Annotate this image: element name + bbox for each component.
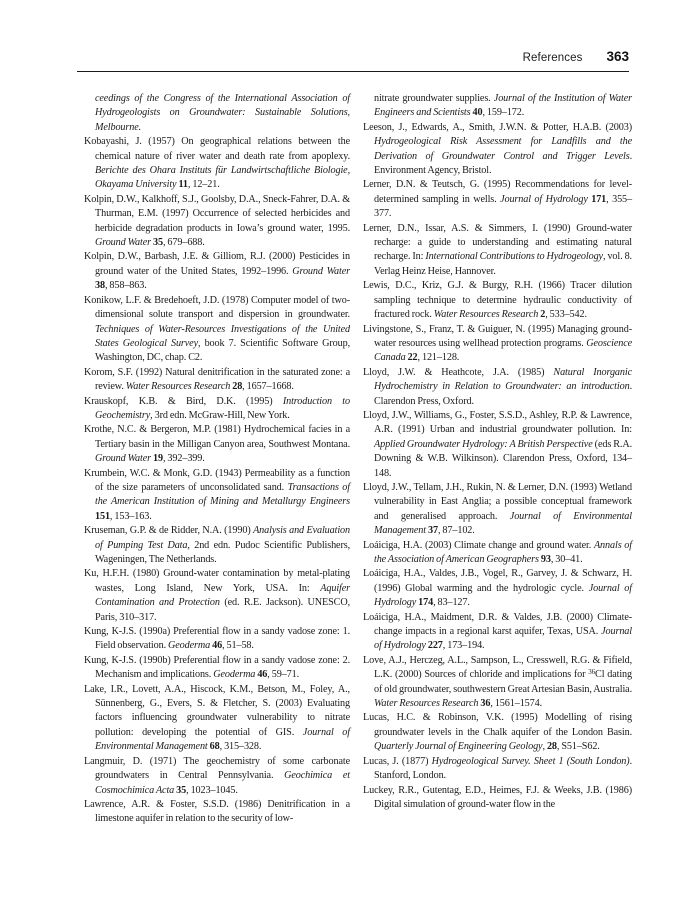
reference-entry: Lucas, J. (1877) Hydrogeological Survey. Sheet 1 (South London). Stanford, London. xyxy=(363,755,632,782)
reference-entry: Kung, K-J.S. (1990b) Preferential flow in a sandy vadose zone: 2. Mechanism and implications. Geoderma 46, 59–71. xyxy=(84,654,350,681)
reference-entry: Luckey, R.R., Gutentag, E.D., Heimes, F.J. & Weeks, J.B. (1986) Digital simulation of ground-water flow in the xyxy=(363,784,632,810)
references-column-left xyxy=(84,92,350,827)
reference-entry: nitrate groundwater supplies. Journal of the Institution of Water Engineers and Scientists 40, 159–172. xyxy=(374,93,632,119)
reference-entry: Lerner, D.N., Issar, A.S. & Simmers, I. (1990) Ground-water recharge: a guide to understanding and estimating natural recharge. In: International Contributions to Hydrogeology, vol. 8. Verlag Heinz Heise, Hannover. xyxy=(363,222,632,277)
reference-entry: ceedings of the Congress of the International Association of Hydrogeologists on Groundwater: Sustainable Solutions, Melbourne. xyxy=(95,93,350,133)
header-rule xyxy=(77,71,629,72)
reference-entry: Konikow, L.F. & Bredehoeft, J.D. (1978) Computer model of two-dimensional solute transport and dispersion in groundwater. Techniques of Water-Resources Investigations of the United States Geological Survey, book 7. Scientific Software Group, Washington, DC, chap. C2. xyxy=(84,294,351,364)
references-column-right xyxy=(363,92,632,827)
reference-entry: Lawrence, A.R. & Foster, S.S.D. (1986) Denitrification in a limestone aquifer in relation to the security of low- xyxy=(84,798,350,825)
reference-entry: Kruseman, G.P. & de Ridder, N.A. (1990) Analysis and Evaluation of Pumping Test Data, 2nd edn. Pudoc Scientific Publishers, Wageningen, The Netherlands. xyxy=(84,525,351,565)
reference-entry: Lucas, H.C. & Robinson, V.K. (1995) Modelling of rising groundwater levels in the Chalk aquifer of the London Basin. Quarterly Journal of Engineering Geology, 28, S51–S62. xyxy=(363,712,632,753)
reference-entry: Ku, H.F.H. (1980) Ground-water contamination by metal-plating wastes, Long Island, New York, USA. In: Aquifer Contamination and Protection (ed. R.E. Jackson). UNESCO, Paris, 310–317. xyxy=(84,568,350,623)
reference-entry: Livingstone, S., Franz, T. & Guiguer, N. (1995) Managing ground-water resources using wellhead protection programs. Geoscience Canada 22, 121–128. xyxy=(363,323,632,364)
reference-entry: Kolpin, D.W., Kalkhoff, S.J., Goolsby, D.A., Sneck-Fahrer, D.A. & Thurman, E.M. (1997) Occurrence of selected herbicides and herbicide degradation products in Iowa’s ground water, 1995. Ground Water 35, 679–688. xyxy=(84,193,350,249)
page-number: 363 xyxy=(606,49,629,64)
reference-entry: Love, A.J., Herczeg, A.L., Sampson, L., Cresswell, R.G. & Fifield, L.K. (2000) Sources of chloride and implications for $^{36}$Cl dating of old groundwater, southwestern Great Artesian Basin, Australia. Water Resources Research 36, 1561–1574. xyxy=(363,654,632,710)
reference-entry: Leeson, J., Edwards, A., Smith, J.W.N. & Potter, H.A.B. (2003) Hydrogeological Risk Assessment for Landfills and the Derivation of Groundwater Control and Trigger Levels. Environment Agency, Bristol. xyxy=(363,121,632,177)
running-head-title: References xyxy=(522,52,583,64)
running-head xyxy=(77,49,629,64)
reference-entry: Kobayashi, J. (1957) On geographical relations between the chemical nature of river water and death rate from apoplexy. Berichte des Ohara Instituts für Landwirtschaftliche Biologie, Okayama University 11, 12–21. xyxy=(84,136,350,191)
reference-entry: Langmuir, D. (1971) The geochemistry of some carbonate groundwaters in Central Pennsylvania. Geochimica et Cosmochimica Acta 35, 1023–1045. xyxy=(84,755,350,796)
reference-entry: Krothe, N.C. & Bergeron, M.P. (1981) Hydrochemical facies in a Tertiary basin in the Milligan Canyon area, Southwest Montana. Ground Water 19, 392–399. xyxy=(84,424,350,465)
reference-entry: Lewis, D.C., Kriz, G.J. & Burgy, R.H. (1966) Tracer dilution sampling technique to determine hydraulic conductivity of fractured rock. Water Resources Research 2, 533–542. xyxy=(363,280,632,321)
reference-entry: Kolpin, D.W., Barbash, J.E. & Gilliom, R.J. (2000) Pesticides in ground water of the United States, 1992–1996. Ground Water 38, 858–863. xyxy=(84,251,350,292)
reference-entry: Lloyd, J.W. & Heathcote, J.A. (1985) Natural Inorganic Hydrochemistry in Relation to Groundwater: an introduction. Clarendon Press, Oxford. xyxy=(363,366,632,407)
reference-entry: Lake, I.R., Lovett, A.A., Hiscock, K.M., Betson, M., Foley, A., Sünnenberg, G., Evers, S. & Fletcher, S. (2003) Evaluating factors influencing groundwater vulnerability to nitrate pollution: developing the potential of GIS. Journal of Environmental Management 68, 315–328. xyxy=(84,683,350,753)
reference-entry: Loáiciga, H.A., Valdes, J.B., Vogel, R., Garvey, J. & Schwarz, H. (1996) Global warming and the hydrologic cycle. Journal of Hydrology 174, 83–127. xyxy=(363,568,632,609)
references-columns xyxy=(84,92,632,827)
reference-entry: Krauskopf, K.B. & Bird, D.K. (1995) Introduction to Geochemistry, 3rd edn. McGraw-Hill, New York. xyxy=(84,395,350,421)
reference-entry: Lloyd, J.W., Tellam, J.H., Rukin, N. & Lerner, D.N. (1993) Wetland vulnerability in East Anglia; a possible conceptual framework and generalised approach. Journal of Environmental Management 37, 87–102. xyxy=(363,481,632,537)
reference-entry: Loáiciga, H.A. (2003) Climate change and ground water. Annals of the Association of American Geographers 93, 30–41. xyxy=(363,539,632,565)
reference-entry: Korom, S.F. (1992) Natural denitrification in the saturated zone: a review. Water Resources Research 28, 1657–1668. xyxy=(84,366,350,393)
reference-entry: Kung, K-J.S. (1990a) Preferential flow in a sandy vadose zone: 1. Field observation. Geoderma 46, 51–58. xyxy=(84,626,350,652)
reference-entry: Loáiciga, H.A., Maidment, D.R. & Valdes, J.B. (2000) Climate-change impacts in a regional karst aquifer, Texas, USA. Journal of Hydrology 227, 173–194. xyxy=(363,611,632,652)
reference-entry: Lloyd, J.W., Williams, G., Foster, S.S.D., Ashley, R.P. & Lawrence, A.R. (1991) Urban and industrial groundwater pollution. In: Applied Groundwater Hydrology: A British Perspective (eds R.A. Downing & W.B. Wilkinson). Clarendon Press, Oxford, 134–148. xyxy=(363,409,633,479)
reference-entry: Lerner, D.N. & Teutsch, G. (1995) Recommendations for level-determined sampling in wells. Journal of Hydrology 171, 355–377. xyxy=(363,179,632,220)
reference-entry: Krumbein, W.C. & Monk, G.D. (1943) Permeability as a function of the size parameters of unconsolidated sand. Transactions of the American Institution of Mining and Metallurgy Engineers 151, 153–163. xyxy=(84,467,350,522)
